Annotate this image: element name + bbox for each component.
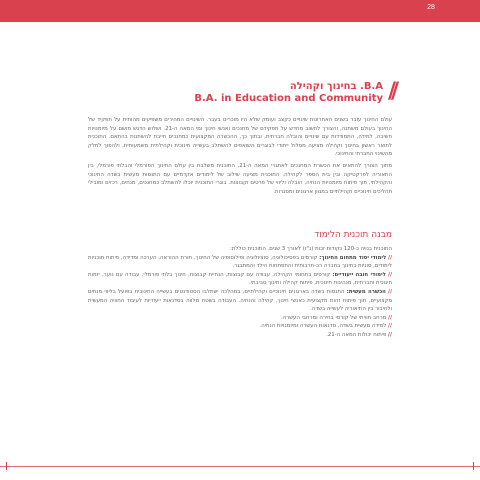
list-marker: // bbox=[388, 331, 392, 338]
list-item-text: פיתוח יכולות המאה ה-21. bbox=[326, 331, 387, 338]
section-intro-text: התוכנית בנויה כ-120 נקודות זכות (נ"ז) לאורך 3 שנים. התוכנית כוללת: bbox=[230, 246, 392, 252]
top-color-bar bbox=[0, 0, 480, 22]
list-item-text: קורסים בתחומי הקהילה, עבודה עם קבוצות, הנחיית קבוצות, חינוך בלתי פורמלי, עבודה עם נוער, יזמות חינוכית וחברתית, מנהיגות חינוכית, פיתוח קהילה וחינוך סביבתי. bbox=[88, 271, 392, 287]
list-item-text: קורסים בפסיכולוגיה, סוציולוגיה ופילוסופיה של החינוך, תורת ההוראה, הערכה ומדידה, פיתוח תוכניות לימודים, סוגיות בחינוך בחברה רב-תרבותית והתפתחות הילד והמתבגר. bbox=[88, 254, 392, 270]
list-item-lead: לימודי יסוד מתחום החינוך: bbox=[319, 254, 387, 261]
list-marker: // bbox=[388, 314, 392, 321]
list-marker: // bbox=[388, 288, 392, 295]
list-marker: // bbox=[388, 271, 392, 278]
section-title: מבנה תוכנית הלימוד bbox=[314, 230, 392, 240]
list-marker: // bbox=[388, 323, 392, 330]
list-item-text: מרחב חוויתי של קורסי בחירה ומרחבי העשרה. bbox=[280, 314, 387, 321]
list-item bbox=[88, 271, 392, 288]
crop-mark-right bbox=[473, 462, 474, 470]
program-title-hebrew: B.A. בחינוך וקהילה bbox=[289, 81, 383, 92]
page-number: 28 bbox=[427, 4, 435, 11]
list-item bbox=[88, 331, 392, 340]
list-item-lead: הכשרה מעשית: bbox=[346, 288, 386, 295]
list-item-text: התנסות בשדה בארגונים חינוכיים וקהילתיים, במהלכה ישתלבו הסטודנטים בעשייה החינוכית בפועל בליווי מנחים מקצועיים, תוך פיתוח זהות מקצועית כאנשי חינוך, קהילה והנחיה. העבודה בשטח מלווה בסדנאות ייעודיות לעיבוד החוויה המעשית ולחיבור בין התיאוריה לעשייה בשדה. bbox=[88, 288, 392, 313]
list-item-text: למידה מעשית בשדה, סדנאות העשרה ומיומנויות הנחיה. bbox=[259, 323, 387, 330]
section-intro bbox=[88, 245, 392, 254]
list-item bbox=[88, 314, 392, 323]
list-item-lead: לימודי חובה ייעודיים: bbox=[332, 271, 386, 278]
title-slashes-mark: // bbox=[388, 79, 395, 104]
intro-paragraph-2: מתוך הצורך להתאים את הכשרת המחנכים לאתגרי המאה ה-21, התוכנית משלבת בין עולם החינוך הפורמלי והבלתי פורמלי, בין התאוריה לפרקטיקה ובין בית הספר לקהילה. התוכנית מציעה שילוב של לימודים אקדמיים עם התנסות מעשית בשדה החינוכי והקהילתי, תוך פיתוח מיומנויות הנחיה, הובלה וליווי של פרטים וקבוצות. בוגרי התוכנית יוכלו להשתלב כמחנכים, מנחים, רכזים ומובילי תהליכים חינוכיים וקהילתיים במגוון ארגונים ומסגרות. bbox=[88, 163, 392, 195]
program-structure-list bbox=[88, 245, 392, 340]
list-item bbox=[88, 254, 392, 271]
program-title-english: B.A. in Education and Community bbox=[194, 93, 383, 104]
bottom-rule bbox=[0, 466, 480, 467]
list-marker: // bbox=[388, 254, 392, 261]
crop-mark-left bbox=[6, 462, 7, 470]
intro-paragraph-1: עולם החינוך עובר בשנים האחרונות שינויים כקצב ועומק שלא היו מוכרים בעבר. השינויים המהירים משפיעים מהותית על תפקיד של החינוך בעולם משתנה, והצורך לחשוב מחדש על תפקידם של מחנכים ואנשי חינוך ומי המאה ה-21. ושלוש הדגש מושם על מיומנויות חשיבה, למידה, התמודדות עם שינויים והובלה חברתית, ובתוך כך, ההכשרה המקצועית כמחנכים חייבת להשתנות בהתאם. התוכנית לתואר ראשון בחינוך וקהילה מציעה מסלול ייחודי לבוגרים השואפים להשתלב בעשייה חינוכית וקהילתית משמעותית, ולהפוך לחלק מהשינוי החברתי והחינוכי. bbox=[88, 117, 392, 158]
list-item bbox=[88, 288, 392, 314]
list-item bbox=[88, 322, 392, 331]
